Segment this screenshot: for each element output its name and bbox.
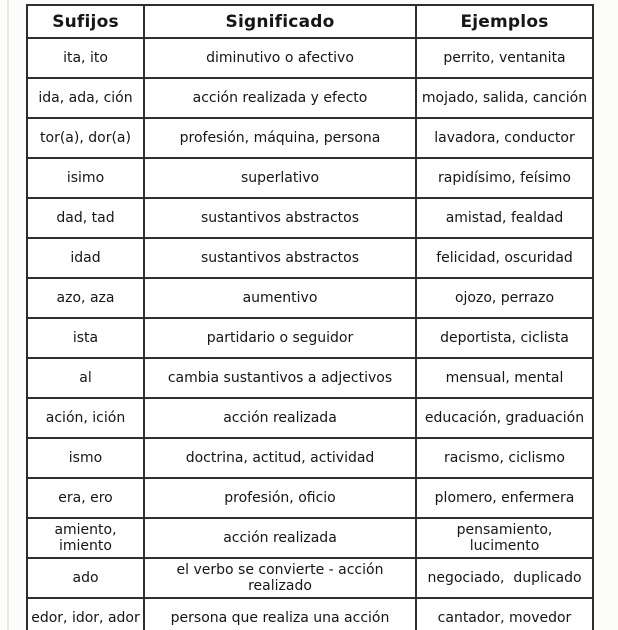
meaning-cell: superlativo [144,158,416,198]
suffix-cell: al [27,358,144,398]
suffix-cell: ación, ición [27,398,144,438]
table-row [27,318,593,358]
header-significado: Significado [144,5,416,38]
suffix-cell: era, ero [27,478,144,518]
meaning-cell: sustantivos abstractos [144,238,416,278]
suffix-cell: ado [27,558,144,598]
table-row [27,198,593,238]
meaning-cell: profesión, oficio [144,478,416,518]
suffix-table [26,4,594,630]
suffix-cell: amiento, imiento [27,518,144,558]
suffix-cell: ismo [27,438,144,478]
example-cell: rapidísimo, feísimo [416,158,593,198]
header-sufijos: Sufijos [27,5,144,38]
table-row [27,238,593,278]
table-body [27,38,593,630]
table-row [27,358,593,398]
example-cell: felicidad, oscuridad [416,238,593,278]
table-row [27,398,593,438]
example-cell: plomero, enfermera [416,478,593,518]
example-cell: perrito, ventanita [416,38,593,78]
meaning-cell: profesión, máquina, persona [144,118,416,158]
table-row [27,438,593,478]
table-header [27,5,593,38]
meaning-cell: el verbo se convierte - acción realizado [144,558,416,598]
example-cell: lavadora, conductor [416,118,593,158]
header-row [27,5,593,38]
example-cell: negociado, duplicado [416,558,593,598]
meaning-cell: acción realizada [144,518,416,558]
table-row [27,558,593,598]
example-cell: mensual, mental [416,358,593,398]
table-row [27,518,593,558]
table-row [27,78,593,118]
suffix-cell: ida, ada, ción [27,78,144,118]
suffix-cell: isimo [27,158,144,198]
suffix-cell: tor(a), dor(a) [27,118,144,158]
meaning-cell: diminutivo o afectivo [144,38,416,78]
meaning-cell: acción realizada [144,398,416,438]
example-cell: pensamiento, lucimento [416,518,593,558]
table-row [27,38,593,78]
meaning-cell: acción realizada y efecto [144,78,416,118]
suffix-cell: ista [27,318,144,358]
example-cell: racismo, ciclismo [416,438,593,478]
suffix-cell: edor, idor, ador [27,598,144,630]
suffix-cell: ita, ito [27,38,144,78]
suffix-cell: idad [27,238,144,278]
example-cell: amistad, fealdad [416,198,593,238]
table-row [27,118,593,158]
page-edge-line [7,0,9,630]
meaning-cell: aumentivo [144,278,416,318]
meaning-cell: cambia sustantivos a adjectivos [144,358,416,398]
example-cell: educación, graduación [416,398,593,438]
meaning-cell: doctrina, actitud, actividad [144,438,416,478]
table-row [27,598,593,630]
example-cell: cantador, movedor [416,598,593,630]
table-row [27,478,593,518]
example-cell: mojado, salida, canción [416,78,593,118]
suffix-cell: dad, tad [27,198,144,238]
meaning-cell: sustantivos abstractos [144,198,416,238]
header-ejemplos: Ejemplos [416,5,593,38]
meaning-cell: persona que realiza una acción [144,598,416,630]
table-row [27,158,593,198]
suffix-cell: azo, aza [27,278,144,318]
example-cell: ojozo, perrazo [416,278,593,318]
meaning-cell: partidario o seguidor [144,318,416,358]
example-cell: deportista, ciclista [416,318,593,358]
table-row [27,278,593,318]
